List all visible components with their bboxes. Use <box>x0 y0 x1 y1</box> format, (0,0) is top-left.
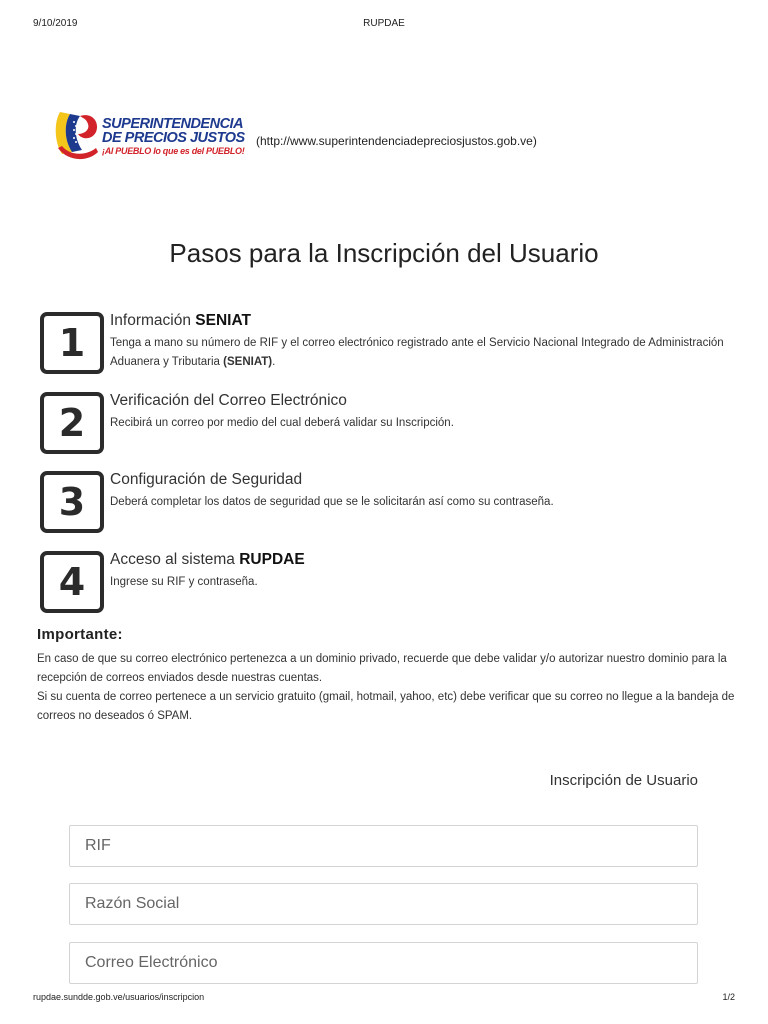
step-1-desc-suffix: . <box>272 356 276 368</box>
step-4 <box>40 551 730 613</box>
step-4-desc: Ingrese su RIF y contraseña. <box>110 576 258 588</box>
print-title: RUPDAE <box>363 18 405 29</box>
step-number-4: 4 <box>40 551 104 613</box>
step-1-title-text: Información <box>110 312 196 329</box>
step-1-desc-bold: (SENIAT) <box>223 356 273 368</box>
important-text-1: En caso de que su correo electrónico pertenezca a un dominio privado, recuerde que debe validar y/o autorizar nuestro dominio para la recepción de correos enviados desde nuestras cuentas. <box>37 653 727 684</box>
step-1-title <box>110 312 730 330</box>
important-notice <box>37 626 737 726</box>
step-3-desc: Deberá completar los datos de seguridad que se le solicitarán así como su contraseña. <box>110 496 554 508</box>
rif-input[interactable] <box>69 825 698 867</box>
step-4-body <box>110 551 730 592</box>
logo-line-superintendencia: SUPERINTENDENCIA <box>102 116 244 132</box>
logo-slogan: ¡Al PUEBLO lo que es del PUEBLO! <box>102 146 245 156</box>
important-text-2: Si su cuenta de correo pertenece a un servicio gratuito (gmail, hotmail, yahoo, etc) debe verificar que su correo no llegue a la bandeja de correos no deseados ó SPAM. <box>37 691 735 722</box>
superintendencia-logo[interactable] <box>52 104 245 166</box>
step-2-desc: Recibirá un correo por medio del cual deberá validar su Inscripción. <box>110 417 454 429</box>
step-2-body <box>110 392 730 433</box>
step-2-title: Verificación del Correo Electrónico <box>110 392 347 409</box>
print-page-number: 1/2 <box>722 992 735 1002</box>
page-title: Pasos para la Inscripción del Usuario <box>169 238 599 268</box>
logo-line-precios-justos: DE PRECIOS JUSTOS <box>102 130 245 146</box>
razon-social-input[interactable] <box>69 883 698 925</box>
step-1-desc <box>110 334 730 372</box>
step-3-body <box>110 471 730 512</box>
step-4-title-text: Acceso al sistema <box>110 551 240 568</box>
important-paragraph <box>37 650 737 726</box>
important-heading: Importante: <box>37 626 123 643</box>
step-3 <box>40 471 730 533</box>
step-4-title-bold: RUPDAE <box>239 551 305 568</box>
logo-emblem-icon <box>52 104 102 164</box>
print-footer-url: rupdae.sundde.gob.ve/usuarios/inscripcion <box>33 992 205 1002</box>
step-2 <box>40 392 730 454</box>
step-number-3: 3 <box>40 471 104 533</box>
step-4-title <box>110 551 730 569</box>
step-number-2: 2 <box>40 392 104 454</box>
step-3-title: Configuración de Seguridad <box>110 471 303 488</box>
step-1 <box>40 312 730 374</box>
logo-text <box>102 116 245 157</box>
logo-url-link[interactable]: (http://www.superintendenciadepreciosjustos.gob.ve) <box>256 134 537 148</box>
print-header <box>33 18 735 32</box>
step-1-desc-text: Tenga a mano su número de RIF y el correo electrónico registrado ante el Servicio Nacional Integrado de Administración Aduanera y Tributaria <box>110 337 724 368</box>
print-footer <box>33 992 735 1004</box>
step-1-body <box>110 312 730 372</box>
step-1-title-bold: SENIAT <box>195 312 251 329</box>
correo-electronico-input[interactable] <box>69 942 698 984</box>
form-title: Inscripción de Usuario <box>549 772 698 789</box>
step-number-1: 1 <box>40 312 104 374</box>
print-date: 9/10/2019 <box>33 18 78 29</box>
